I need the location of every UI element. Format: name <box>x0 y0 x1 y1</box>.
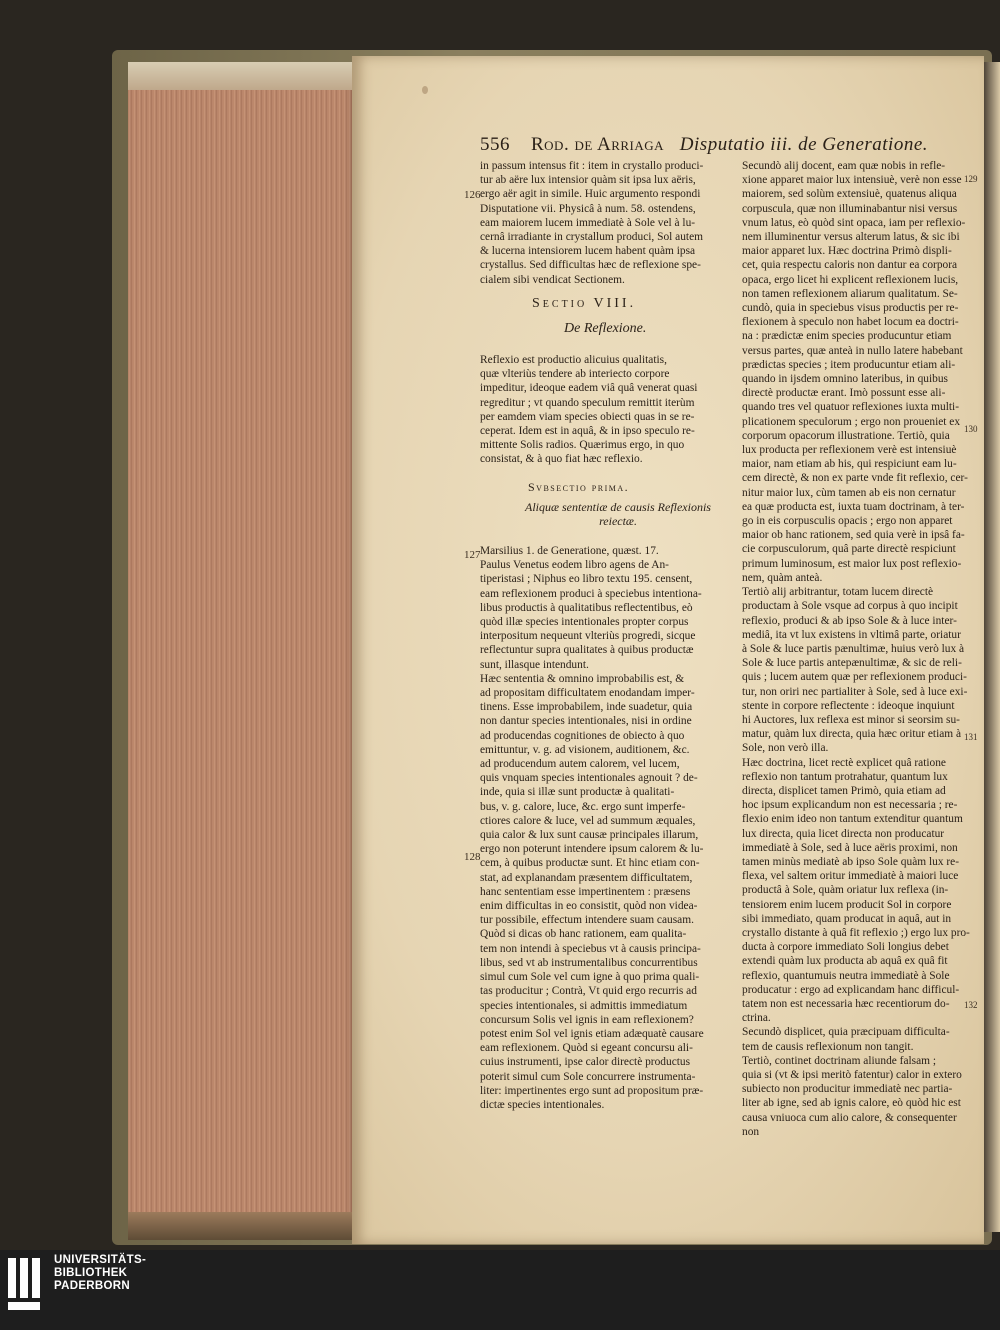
margin-number-126: 126 <box>464 189 481 201</box>
margin-number-132: 132 <box>964 1000 978 1010</box>
footer-bar <box>0 1250 1000 1330</box>
fore-edge-top <box>128 62 360 90</box>
margin-number-129: 129 <box>964 174 978 184</box>
left-column-definition-text: Reflexio est productio alicuius qualitatis, quæ vlteriùs tendere ab interiecto corpore impeditur, ideoque eadem viâ quâ venerat quasi regreditur ; vt quando speculum remittit iterùm per eamdem viam species obiecti quas in se re- ceperat. Idem est in aquâ, & in ipso speculo re- mittente Solis radios. Quærimus ergo, in quo consistat, & à quo fiat hæc reflexio. <box>480 354 698 466</box>
running-head-author: Rod. de Arriaga <box>531 134 665 155</box>
subsection-title: Aliquæ sententiæ de causis Reflexionis reiectæ. <box>525 500 711 528</box>
library-name-line2: BIBLIOTHEK <box>54 1267 128 1279</box>
left-column-bottom-text: Marsilius 1. de Generatione, quæst. 17. Paulus Venetus eodem libro agens de An- tiperistasi ; Niphus eo libro textu 195. censent, eam reflexionem produci à speciebus intentiona- libus productis à qualitatibus reflectentibus, eò quòd illæ species intentionales propter corpus interpositum nequeunt vlteriùs progredi, sicque reflectuntur supra qualitates à quibus productæ sunt, illasque intendunt. Hæc sententia & omnino improbabilis est, & ad propositam difficultatem enodandam imper- tinens. Esse improbabilem, inde suadetur, quia non dantur species intentionales, nisi in ordine ad producendas cognitiones de obiecto à quo emittuntur, v. g. ad visionem, auditionem, &c. ad producendum autem calorem, vel lucem, quis vnquam species intentionales agnouit ? de- inde, quia si illæ sunt productæ à qualitati- bus, v. g. calore, luce, &c. ergo sunt imperfe- ctiores calore & luce, vel ad summum æquales, quia calor & lux sunt causæ principales illarum, ergo non poterunt intendere ipsum calorem & lu- cem, à quibus productæ sunt. Et hinc etiam con- stat, ad explanandam præsentem difficultatem, hanc sententiam esse impertinentem : præsens enim difficultas in eo consistit, quòd non videa- tur possibile, effectum intendere suam causam. Quòd si dicas ob hanc rationem, eam qualita- tem non intendi à speciebus vt à causis principa- libus, sed vt ab instrumentalibus concurrentibus simul cum Sole vel cum igne à quo prima quali- tas producitur ; Contrà, Vt quid ergo recurris ad species intentionales, si admittis immediatum concursum Solis vel ignis in eam reflexionem? potest enim Sol vel ignis etiam adæquatè causare eam reflexionem. Quòd si egeant concursu ali- cuius instrumenti, ipse calor directè productus poterit simul cum Sole concurrere instrumenta- liter: impertinentes ergo sunt ad propositum præ- dictæ species intentionales. <box>480 545 704 1111</box>
ink-mark <box>422 86 428 94</box>
library-name-line3: PADERBORN <box>54 1280 130 1292</box>
right-column-text: Secundò alij docent, eam quæ nobis in refle- xione apparet maior lux intensiuè, verè non esse maiorem, sed solùm extensiuè, quatenus aliqua corpuscula, quæ non illuminabantur nisi versus vnum latus, eò quòd sint opaca, iam per reflexio- nem illuminentur versus alterum latus, & sic ibi maior apparet lux. Hæc doctrina Primò displi- cet, quia respectu caloris non dantur ea corpora opaca, ergo licet hi explicent reflexionem lucis, non tamen reflexionem aliarum qualitatum. Se- cundò, quia in speciebus visus productis per re- flexionem à speculo non habet locum ea doctri- na : prædictæ enim species producuntur etiam versus partes, quæ anteà in nullo latere habebant prædictas species ; item producuntur etiam ali- quando in ijsdem omnino lateribus, in quibus directè productæ erant. Imò possunt esse ali- quando tres vel quatuor reflexiones iuxta multi- plicationem speculorum ; ergo non proueniet ex corporum opacorum illustratione. Tertiò, quia lux producta per reflexionem verè est intensiuè maior, nam etiam ab his, qui respiciunt eam lu- cem directè, & non ex parte vnde fit reflexio, cer- nitur maior lux, cùm tamen ab eis non cernatur ea quæ producta est, iuxta tuam doctrinam, à ter- go in eis corpusculis opacis ; ergo non apparet maior ob hanc rationem, sed quia verè in ipsâ fa- cie corpusculorum, quâ parte directè respiciunt primum luminosum, est maior lux post reflexio- nem, quàm anteà. Tertiò alij arbitrantur, totam lucem directè productam à Sole vsque ad corpus à quo incipit reflexio, produci & ab ipso Sole & à luce inter- mediâ, ita vt lux existens in vltimâ parte, oriatur à Sole & luce partis pænultimæ, huius verò lux à Sole & luce partis antepænultimæ, & sic de reli- quis ; lucem autem quæ per reflexionem produci- tur, non oriri nec partialiter à Sole, sed à luce exi- stente in corpore reflectente : ideoque inquiunt hi Auctores, lux reflexa est minor si seorsim su- matur, quàm lux directa, quia hæc oritur etiam à Sole, non verò illa. Hæc doctrina, licet rectè explicet quâ ratione reflexio non tantum protrahatur, quantum lux directa, displicet tamen Primò, quia etiam ad hoc ipsum explicandum non est necessaria ; re- flexio enim ideo non tantum extenditur quantum lux directa, quia licet directa non producatur immediatè à Sole, sed à luce aëris proximi, non tamen minùs mediatè ab ipso Sole quàm lux re- flexa, vel saltem oritur immediatè à maiori luce productâ à Sole, quàm oriatur lux reflexa (in- tensiorem enim lucem producit Sol in corpore sibi immediato, quam producat in aquâ, aut in crystallo distante à quâ fit reflexio ;) ergo lux pro- ducta à corpore immediato Soli longius debet extendi quàm lux producta ab aquâ ex quâ fit reflexio, quantumuis neutra immediatè à Sole producatur : ergo ad explicandam hanc difficul- tatem non est necessaria hæc recentiorum do- ctrina. Secundò displicet, quia præcipuam difficulta- tem de causis reflexionum non tangit. Tertiò, continet doctrinam aliunde falsam ; quia si (vt & ipsi meritò fatentur) calor in extero subiecto non producitur immediatè nec partia- liter ab igne, sed ab ignis calore, eò quòd hic est causa vniuoca cum alio calore, & consequenter non <box>742 160 970 1138</box>
page-fore-edge <box>128 62 360 1240</box>
library-name <box>54 1254 146 1293</box>
margin-number-127: 127 <box>464 549 481 561</box>
running-head <box>480 134 928 156</box>
library-name-line1: UNIVERSITÄTS- <box>54 1254 147 1266</box>
margin-number-130: 130 <box>964 424 978 434</box>
running-head-title: Disputatio iii. de Generatione. <box>679 134 929 155</box>
left-column-top-text: in passum intensus fit : item in crystallo produci- tur ab aëre lux intensior quàm sit ipsa lux aëris, ergo aër agit in simile. Huic argumento respondi Disputatione vii. Physicâ à num. 58. ostendens, eam maiorem lucem immediatè à Sole vel à lu- cernâ irradiante in crystallum produci, Sol autem & lucerna intensiorem lucem habent quàm ipsa crystallus. Sed difficultas hæc de reflexione spe- cialem sibi vendicat Sectionem. <box>480 160 704 286</box>
fore-edge-bottom <box>128 1212 360 1240</box>
book-page <box>352 56 984 1244</box>
page-number: 556 <box>480 134 510 155</box>
margin-number-131: 131 <box>964 732 978 742</box>
subsection-heading: Svbsectio prima. <box>528 480 630 494</box>
margin-number-128: 128 <box>464 851 481 863</box>
section-title: De Reflexione. <box>564 321 647 336</box>
section-heading: Sectio VIII. <box>532 296 637 311</box>
library-logo-icon <box>6 1254 50 1326</box>
